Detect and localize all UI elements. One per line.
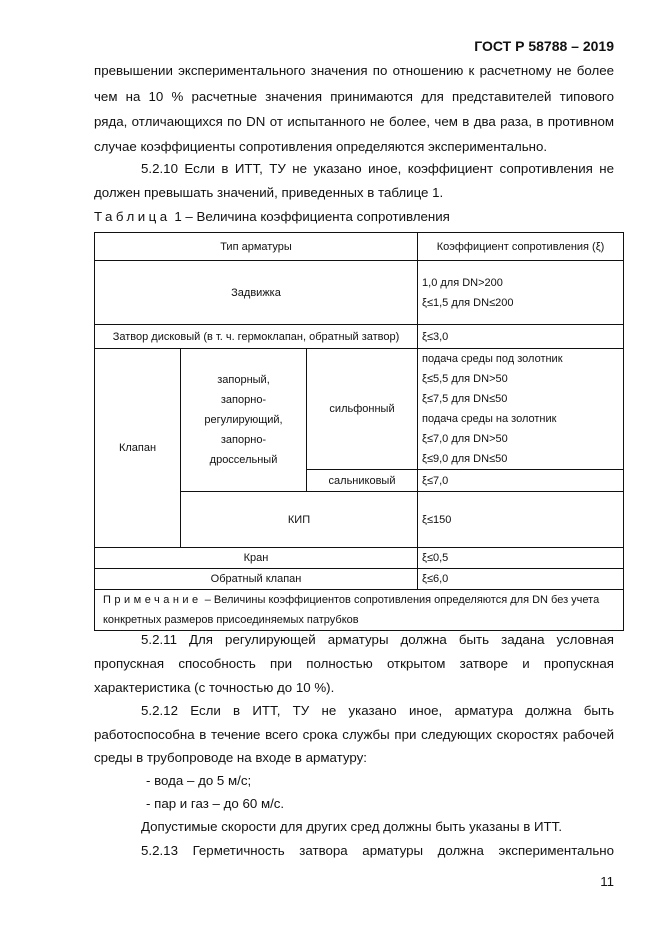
cell-zadvizhka-value: [418, 261, 624, 325]
cell-salnik: сальниковый: [307, 470, 418, 492]
cell-klapan-group: [181, 349, 307, 492]
table-note: [95, 590, 624, 631]
table-note-row: [95, 590, 624, 631]
cell-zatvor: Затвор дисковый (в т. ч. гермоклапан, обратный затвор): [95, 325, 418, 349]
cell-kran-value: ξ≤0,5: [418, 548, 624, 569]
list-item: - вода – до 5 м/с;: [146, 773, 252, 788]
table-row: [95, 325, 624, 349]
table-row: [95, 569, 624, 590]
value-line: ξ≤7,5 для DN≤50: [422, 393, 508, 405]
text-line: среды в трубопроводе на входе в арматуру:: [94, 750, 367, 765]
header-type: Тип арматуры: [95, 233, 418, 261]
resistance-table: [94, 232, 624, 631]
list-item: - пар и газ – до 60 м/с.: [146, 796, 285, 811]
group-line: запорный,: [217, 374, 270, 386]
paragraph-other: Допустимые скорости для других сред должны быть указаны в ИТТ.: [141, 819, 563, 834]
value-line: ξ≤7,0 для DN>50: [422, 433, 508, 445]
text-line: должен превышать значений, приведенных в таблице 1.: [94, 185, 444, 200]
text-line: работоспособна в течение всего срока службы при следующих скоростях рабочей: [94, 727, 614, 742]
table-row: [95, 548, 624, 569]
table-header-row: [95, 233, 624, 261]
text-line: 5.2.12 Если в ИТТ, ТУ не указано иное, арматура должна быть: [141, 703, 614, 718]
group-line: регулирующий,: [204, 414, 283, 426]
group-line: запорно-: [220, 394, 267, 406]
text-line: пропускная способность при полностью открытом затворе и пропускная: [94, 656, 614, 671]
cell-salnik-value: ξ≤7,0: [418, 470, 624, 492]
table-title: [94, 209, 450, 224]
value-line: подача среды под золотник: [422, 353, 563, 365]
page-number: 11: [600, 874, 614, 889]
text-line: 5.2.11 Для регулирующей арматуры должна быть задана условная: [141, 632, 614, 647]
value-line: ξ≤5,5 для DN>50: [422, 373, 508, 385]
cell-kip: КИП: [181, 492, 418, 548]
text-line: 5.2.10 Если в ИТТ, ТУ не указано иное, коэффициент сопротивления не: [141, 161, 614, 176]
table-label: Таблица: [94, 209, 171, 224]
value-line: подача среды на золотник: [422, 413, 557, 425]
text-line: превышении экспериментального значения по отношению к расчетному не более: [94, 63, 614, 78]
value-line: ξ≤1,5 для DN≤200: [422, 296, 514, 309]
cell-kip-value: ξ≤150: [418, 492, 624, 548]
cell-silfon-values: [418, 349, 624, 470]
cell-kran: Кран: [95, 548, 418, 569]
text-line: чем на 10 % расчетные значения принимаются для представителей типового: [94, 89, 614, 104]
note-text: – Величины коэффициентов сопротивления определяются для DN без учета: [201, 594, 600, 606]
cell-zatvor-value: ξ≤3,0: [418, 325, 624, 349]
text-line: ряда, отличающихся по DN от испытанного не более, чем в два раза, в противном: [94, 114, 614, 129]
table-row: [95, 349, 624, 470]
group-line: дроссельный: [209, 454, 278, 466]
note-label: Примечание: [103, 594, 202, 606]
cell-obratny-value: ξ≤6,0: [418, 569, 624, 590]
cell-obratny: Обратный клапан: [95, 569, 418, 590]
header-coefficient: Коэффициент сопротивления (ξ): [418, 233, 624, 261]
cell-klapan: Клапан: [95, 349, 181, 548]
cell-zadvizhka: Задвижка: [95, 261, 418, 325]
table-caption: 1 – Величина коэффициента сопротивления: [174, 209, 450, 224]
table-row: [95, 261, 624, 325]
value-line: ξ≤9,0 для DN≤50: [422, 453, 508, 465]
group-line: запорно-: [220, 434, 267, 446]
value-line: 1,0 для DN>200: [422, 276, 503, 289]
note-text-2: конкретных размеров присоединяемых патрубков: [103, 614, 359, 626]
cell-silfon: сильфонный: [307, 349, 418, 470]
text-line: характеристика (с точностью до 10 %).: [94, 680, 335, 695]
document-header: ГОСТ Р 58788 – 2019: [474, 38, 614, 54]
text-line: случае коэффициенты сопротивления определяются экспериментально.: [94, 139, 548, 154]
paragraph-5-2-13: 5.2.13 Герметичность затвора арматуры должна экспериментально: [141, 843, 614, 858]
